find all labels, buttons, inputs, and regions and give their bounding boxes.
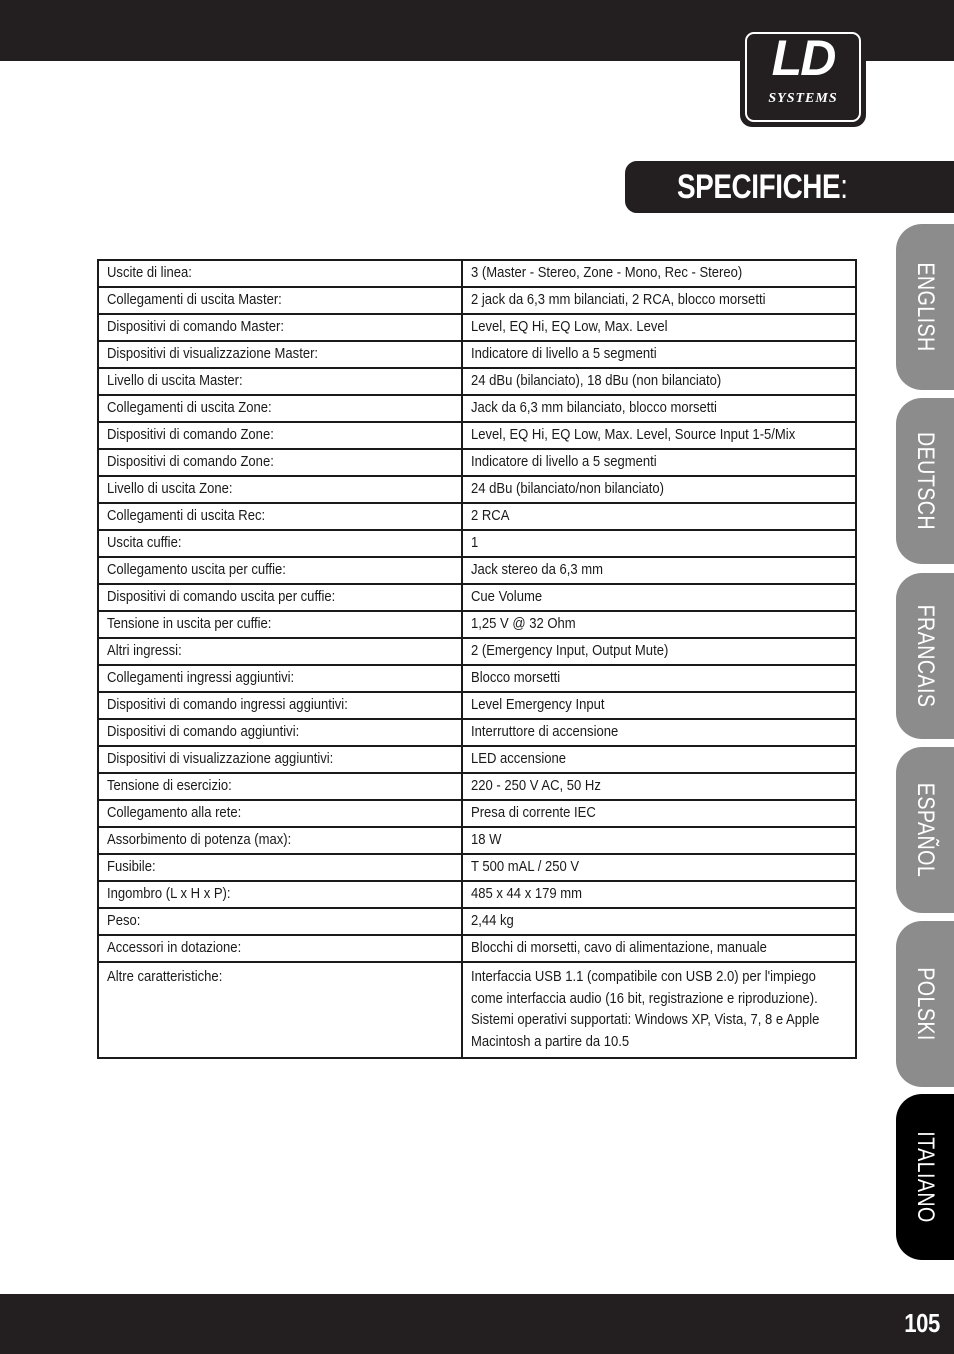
spec-label: Collegamenti di uscita Rec: — [107, 507, 266, 524]
tab-espanol[interactable] — [896, 747, 954, 913]
spec-label-cell — [98, 692, 462, 719]
tab-francais-label: FRANCAIS — [912, 604, 939, 708]
spec-value: Jack stereo da 6,3 mm — [471, 561, 604, 578]
spec-value-cell — [462, 314, 856, 341]
spec-label: Dispositivi di comando Zone: — [107, 453, 274, 470]
table-row — [98, 449, 856, 476]
tab-polski[interactable] — [896, 921, 954, 1087]
spec-label: Collegamenti di uscita Zone: — [107, 399, 272, 416]
table-row — [98, 881, 856, 908]
spec-label-cell — [98, 854, 462, 881]
spec-value-cell — [462, 881, 856, 908]
spec-value-cell — [462, 827, 856, 854]
spec-label-cell — [98, 881, 462, 908]
spec-value-cell — [462, 530, 856, 557]
table-row — [98, 719, 856, 746]
spec-value: Indicatore di livello a 5 segmenti — [471, 453, 658, 470]
table-row — [98, 908, 856, 935]
spec-value-cell — [462, 908, 856, 935]
spec-value-cell — [462, 287, 856, 314]
tab-deutsch-label: DEUTSCH — [912, 431, 939, 531]
page-title-text: SPECIFICHE — [677, 168, 841, 206]
spec-label-cell — [98, 341, 462, 368]
spec-value: T 500 mAL / 250 V — [471, 858, 580, 875]
spec-label: Livello di uscita Master: — [107, 372, 243, 389]
spec-label: Dispositivi di comando uscita per cuffie: — [107, 588, 336, 605]
spec-value-cell — [462, 638, 856, 665]
spec-value: 2 RCA — [471, 507, 510, 524]
spec-value: 2 (Emergency Input, Output Mute) — [471, 642, 669, 659]
spec-value: Interfaccia USB 1.1 (compatibile con USB 2.0) per l'impiego come interfaccia audio (16 bit, registrazione e riproduzione). Sistemi operativi supportati: Windows XP, Vista, 7, 8 e Apple Macintosh a partire da 10.5 — [471, 969, 820, 1050]
page-title — [677, 165, 848, 209]
spec-label-cell — [98, 746, 462, 773]
spec-value: 3 (Master - Stereo, Zone - Mono, Rec - Stereo) — [471, 264, 743, 281]
table-row — [98, 638, 856, 665]
spec-value: Presa di corrente IEC — [471, 804, 597, 821]
tab-polski-label: POLSKI — [912, 967, 939, 1041]
spec-label-cell — [98, 503, 462, 530]
spec-label: Tensione di esercizio: — [107, 777, 232, 794]
spec-value: 1 — [471, 534, 479, 551]
page-title-colon: : — [840, 168, 848, 206]
spec-value-cell — [462, 854, 856, 881]
spec-label: Dispositivi di visualizzazione aggiuntivi: — [107, 750, 334, 767]
table-row — [98, 341, 856, 368]
table-row — [98, 827, 856, 854]
spec-label-cell — [98, 314, 462, 341]
spec-value: 1,25 V @ 32 Ohm — [471, 615, 576, 632]
specifications-table — [97, 259, 857, 1059]
spec-label: Livello di uscita Zone: — [107, 480, 233, 497]
spec-label: Altri ingressi: — [107, 642, 182, 659]
tab-english[interactable] — [896, 224, 954, 390]
spec-value: Level, EQ Hi, EQ Low, Max. Level, Source Input 1-5/Mix — [471, 426, 796, 443]
spec-label: Accessori in dotazione: — [107, 939, 242, 956]
spec-label-cell — [98, 395, 462, 422]
spec-label-cell — [98, 908, 462, 935]
spec-label-cell — [98, 935, 462, 962]
spec-label: Tensione in uscita per cuffie: — [107, 615, 272, 632]
tab-italiano[interactable] — [896, 1094, 954, 1260]
spec-value: 24 dBu (bilanciato/non bilanciato) — [471, 480, 665, 497]
spec-label: Dispositivi di comando ingressi aggiuntivi: — [107, 696, 348, 713]
spec-label-cell — [98, 449, 462, 476]
spec-value: 24 dBu (bilanciato), 18 dBu (non bilanciato) — [471, 372, 722, 389]
spec-value: 485 x 44 x 179 mm — [471, 885, 583, 902]
spec-label-cell — [98, 584, 462, 611]
table-row — [98, 503, 856, 530]
spec-value-cell — [462, 476, 856, 503]
spec-value-cell — [462, 449, 856, 476]
spec-label: Dispositivi di comando Master: — [107, 318, 284, 335]
spec-label: Collegamenti ingressi aggiuntivi: — [107, 669, 295, 686]
table-row — [98, 935, 856, 962]
section-title-tab — [625, 161, 954, 213]
spec-value-cell — [462, 935, 856, 962]
table-row — [98, 557, 856, 584]
table-row — [98, 287, 856, 314]
spec-label-cell — [98, 719, 462, 746]
spec-label: Altre caratteristiche: — [107, 969, 223, 985]
spec-label-cell — [98, 962, 462, 1058]
table-row — [98, 962, 856, 1058]
table-row — [98, 773, 856, 800]
spec-label-cell — [98, 665, 462, 692]
spec-value: 18 W — [471, 831, 502, 848]
spec-value: Blocco morsetti — [471, 669, 561, 686]
spec-value-cell — [462, 260, 856, 287]
spec-value-cell — [462, 746, 856, 773]
spec-label: Uscite di linea: — [107, 264, 192, 281]
spec-value: 2,44 kg — [471, 912, 515, 929]
spec-value-cell — [462, 665, 856, 692]
table-row — [98, 476, 856, 503]
ld-systems-logo — [740, 27, 866, 127]
table-row — [98, 395, 856, 422]
tab-espanol-label: ESPAÑOL — [912, 782, 939, 878]
spec-label: Dispositivi di comando Zone: — [107, 426, 274, 443]
spec-label-cell — [98, 611, 462, 638]
table-row — [98, 530, 856, 557]
spec-label: Fusibile: — [107, 858, 156, 875]
spec-label: Assorbimento di potenza (max): — [107, 831, 292, 848]
tab-deutsch[interactable] — [896, 398, 954, 564]
table-row — [98, 746, 856, 773]
spec-value: Indicatore di livello a 5 segmenti — [471, 345, 658, 362]
table-row — [98, 800, 856, 827]
spec-value-cell — [462, 611, 856, 638]
table-row — [98, 611, 856, 638]
spec-label-cell — [98, 476, 462, 503]
spec-value: Interruttore di accensione — [471, 723, 619, 740]
spec-label: Peso: — [107, 912, 141, 929]
spec-value-cell — [462, 800, 856, 827]
spec-value: Jack da 6,3 mm bilanciato, blocco morsetti — [471, 399, 718, 416]
spec-value-cell — [462, 395, 856, 422]
tab-francais[interactable] — [896, 573, 954, 739]
bottom-bar — [0, 1294, 954, 1354]
spec-label: Uscita cuffie: — [107, 534, 182, 551]
table-row — [98, 368, 856, 395]
spec-value-cell — [462, 341, 856, 368]
logo-mark: LD — [771, 30, 835, 86]
tab-english-label: ENGLISH — [912, 262, 939, 352]
spec-value-cell — [462, 773, 856, 800]
spec-value: 2 jack da 6,3 mm bilanciati, 2 RCA, blocco morsetti — [471, 291, 766, 308]
spec-label-cell — [98, 800, 462, 827]
spec-label-cell — [98, 260, 462, 287]
spec-label: Ingombro (L x H x P): — [107, 885, 231, 902]
spec-label: Dispositivi di visualizzazione Master: — [107, 345, 319, 362]
spec-label-cell — [98, 368, 462, 395]
spec-value-cell — [462, 422, 856, 449]
spec-value-cell — [462, 584, 856, 611]
spec-value: Level, EQ Hi, EQ Low, Max. Level — [471, 318, 668, 335]
spec-value: Cue Volume — [471, 588, 543, 605]
table-row — [98, 314, 856, 341]
spec-value: 220 - 250 V AC, 50 Hz — [471, 777, 602, 794]
spec-label-cell — [98, 557, 462, 584]
spec-label-cell — [98, 287, 462, 314]
spec-value-cell — [462, 962, 856, 1058]
table-row — [98, 260, 856, 287]
spec-label: Collegamento alla rete: — [107, 804, 242, 821]
table-row — [98, 584, 856, 611]
spec-label-cell — [98, 422, 462, 449]
spec-value-cell — [462, 557, 856, 584]
spec-value-cell — [462, 692, 856, 719]
logo-subtitle: SYSTEMS — [768, 91, 838, 106]
table-row — [98, 665, 856, 692]
spec-label-cell — [98, 773, 462, 800]
spec-value: Level Emergency Input — [471, 696, 605, 713]
table-row — [98, 422, 856, 449]
spec-value: Blocchi di morsetti, cavo di alimentazione, manuale — [471, 939, 768, 956]
spec-label-cell — [98, 827, 462, 854]
spec-value-cell — [462, 503, 856, 530]
table-row — [98, 854, 856, 881]
spec-label: Dispositivi di comando aggiuntivi: — [107, 723, 300, 740]
spec-value-cell — [462, 368, 856, 395]
spec-value-cell — [462, 719, 856, 746]
spec-label-cell — [98, 638, 462, 665]
table-row — [98, 692, 856, 719]
page-number: 105 — [904, 1308, 940, 1338]
spec-value: LED accensione — [471, 750, 567, 767]
spec-label: Collegamento uscita per cuffie: — [107, 561, 286, 578]
spec-label: Collegamenti di uscita Master: — [107, 291, 282, 308]
spec-label-cell — [98, 530, 462, 557]
tab-italiano-label: ITALIANO — [912, 1131, 939, 1223]
